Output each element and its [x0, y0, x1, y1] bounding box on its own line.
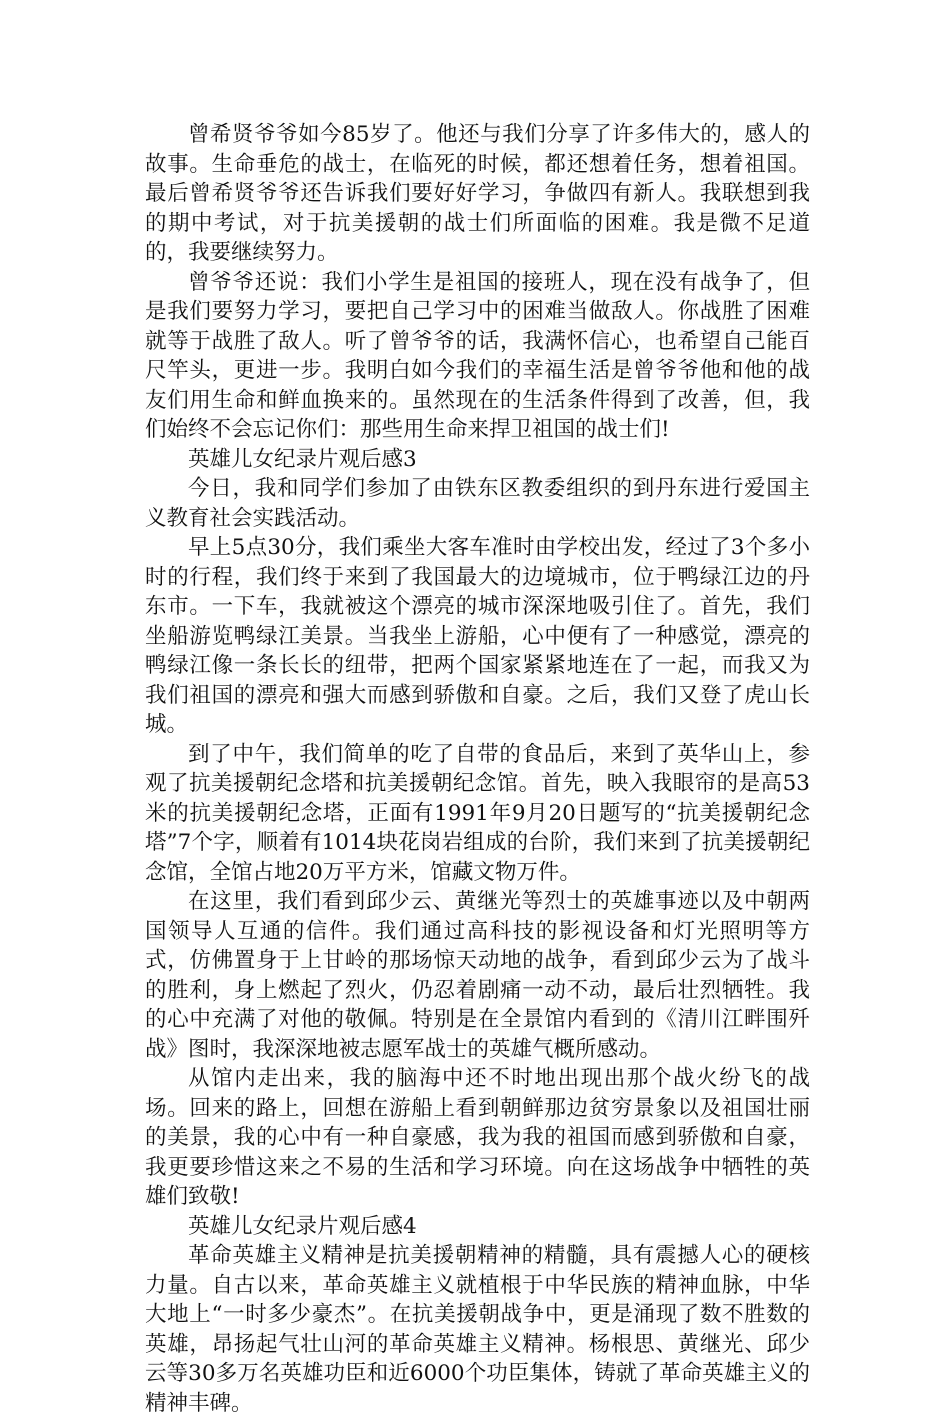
document-body [145, 120, 810, 1418]
paragraph-grandpa-advice: 曾爷爷还说：我们小学生是祖国的接班人，现在没有战争了，但是我们要努力学习，要把自己学习中的困难当做敌人。你战胜了困难就等于战胜了敌人。听了曾爷爷的话，我满怀信心，也希望自己能百尺竿头，更进一步。我明白如今我们的幸福生活是曾爷爷他和他的战友们用生命和鲜血换来的。虽然现在的生活条件得到了改善，但，我们始终不会忘记你们：那些用生命来捍卫祖国的战士们! [145, 269, 810, 442]
paragraph-return: 从馆内走出来，我的脑海中还不时地出现出那个战火纷飞的战场。回来的路上，回想在游船上看到朝鲜那边贫穷景象以及祖国壮丽的美景，我的心中有一种自豪感，我为我的祖国而感到骄傲和自豪，我更要珍惜这来之不易的生活和学习环境。向在这场战争中牺牲的英雄们致敬! [145, 1066, 810, 1209]
paragraph-trip-intro: 今日，我和同学们参加了由铁东区教委组织的到丹东进行爱国主义教育社会实践活动。 [145, 476, 810, 531]
section-heading-3: 英雄儿女纪录片观后感3 [188, 446, 417, 472]
paragraph-grandpa-story: 曾希贤爷爷如今85岁了。他还与我们分享了许多伟大的，感人的故事。生命垂危的战士，在临死的时候，都还想着任务，想着祖国。最后曾希贤爷爷还告诉我们要好好学习，争做四有新人。我联想到我的期中考试，对于抗美援朝的战士们所面临的困难。我是微不足道的，我要继续努力。 [145, 122, 810, 265]
paragraph-museum: 在这里，我们看到邱少云、黄继光等烈士的英雄事迹以及中朝两国领导人互通的信件。我们通过高科技的影视设备和灯光照明等方式，仿佛置身于上甘岭的那场惊天动地的战争，看到邱少云为了战斗的胜利，身上燃起了烈火，仍忍着剧痛一动不动，最后壮烈牺牲。我的心中充满了对他的敬佩。特别是在全景馆内看到的《清川江畔围歼战》图时，我深深地被志愿军战士的英雄气概所感动。 [145, 889, 810, 1062]
paragraph-heroism: 革命英雄主义精神是抗美援朝精神的精髓，具有震撼人心的硬核力量。自古以来，革命英雄主义就植根于中华民族的精神血脉，中华大地上“一时多少豪杰”。在抗美援朝战争中，更是涌现了数不胜数的英雄，昂扬起气壮山河的革命英雄主义精神。杨根思、黄继光、邱少云等30多万名英雄功臣和近6000个功臣集体，铸就了革命英雄主义的精神丰碑。 [145, 1243, 810, 1416]
paragraph-trip-noon: 到了中午，我们简单的吃了自带的食品后，来到了英华山上，参观了抗美援朝纪念塔和抗美援朝纪念馆。首先，映入我眼帘的是高53米的抗美援朝纪念塔，正面有1991年9月20日题写的“抗美援朝纪念塔”7个字，顺着有1014块花岗岩组成的台阶，我们来到了抗美援朝纪念馆，全馆占地20万平方米，馆藏文物万件。 [145, 741, 810, 885]
section-heading-4: 英雄儿女纪录片观后感4 [188, 1213, 417, 1239]
paragraph-trip-morning: 早上5点30分，我们乘坐大客车准时由学校出发，经过了3个多小时的行程，我们终于来到了我国最大的边境城市，位于鸭绿江边的丹东市。一下车，我就被这个漂亮的城市深深地吸引住了。首先，我们坐船游览鸭绿江美景。当我坐上游船，心中便有了一种感觉，漂亮的鸭绿江像一条长长的纽带，把两个国家紧紧地连在了一起，而我又为我们祖国的漂亮和强大而感到骄傲和自豪。之后，我们又登了虎山长城。 [145, 535, 810, 737]
